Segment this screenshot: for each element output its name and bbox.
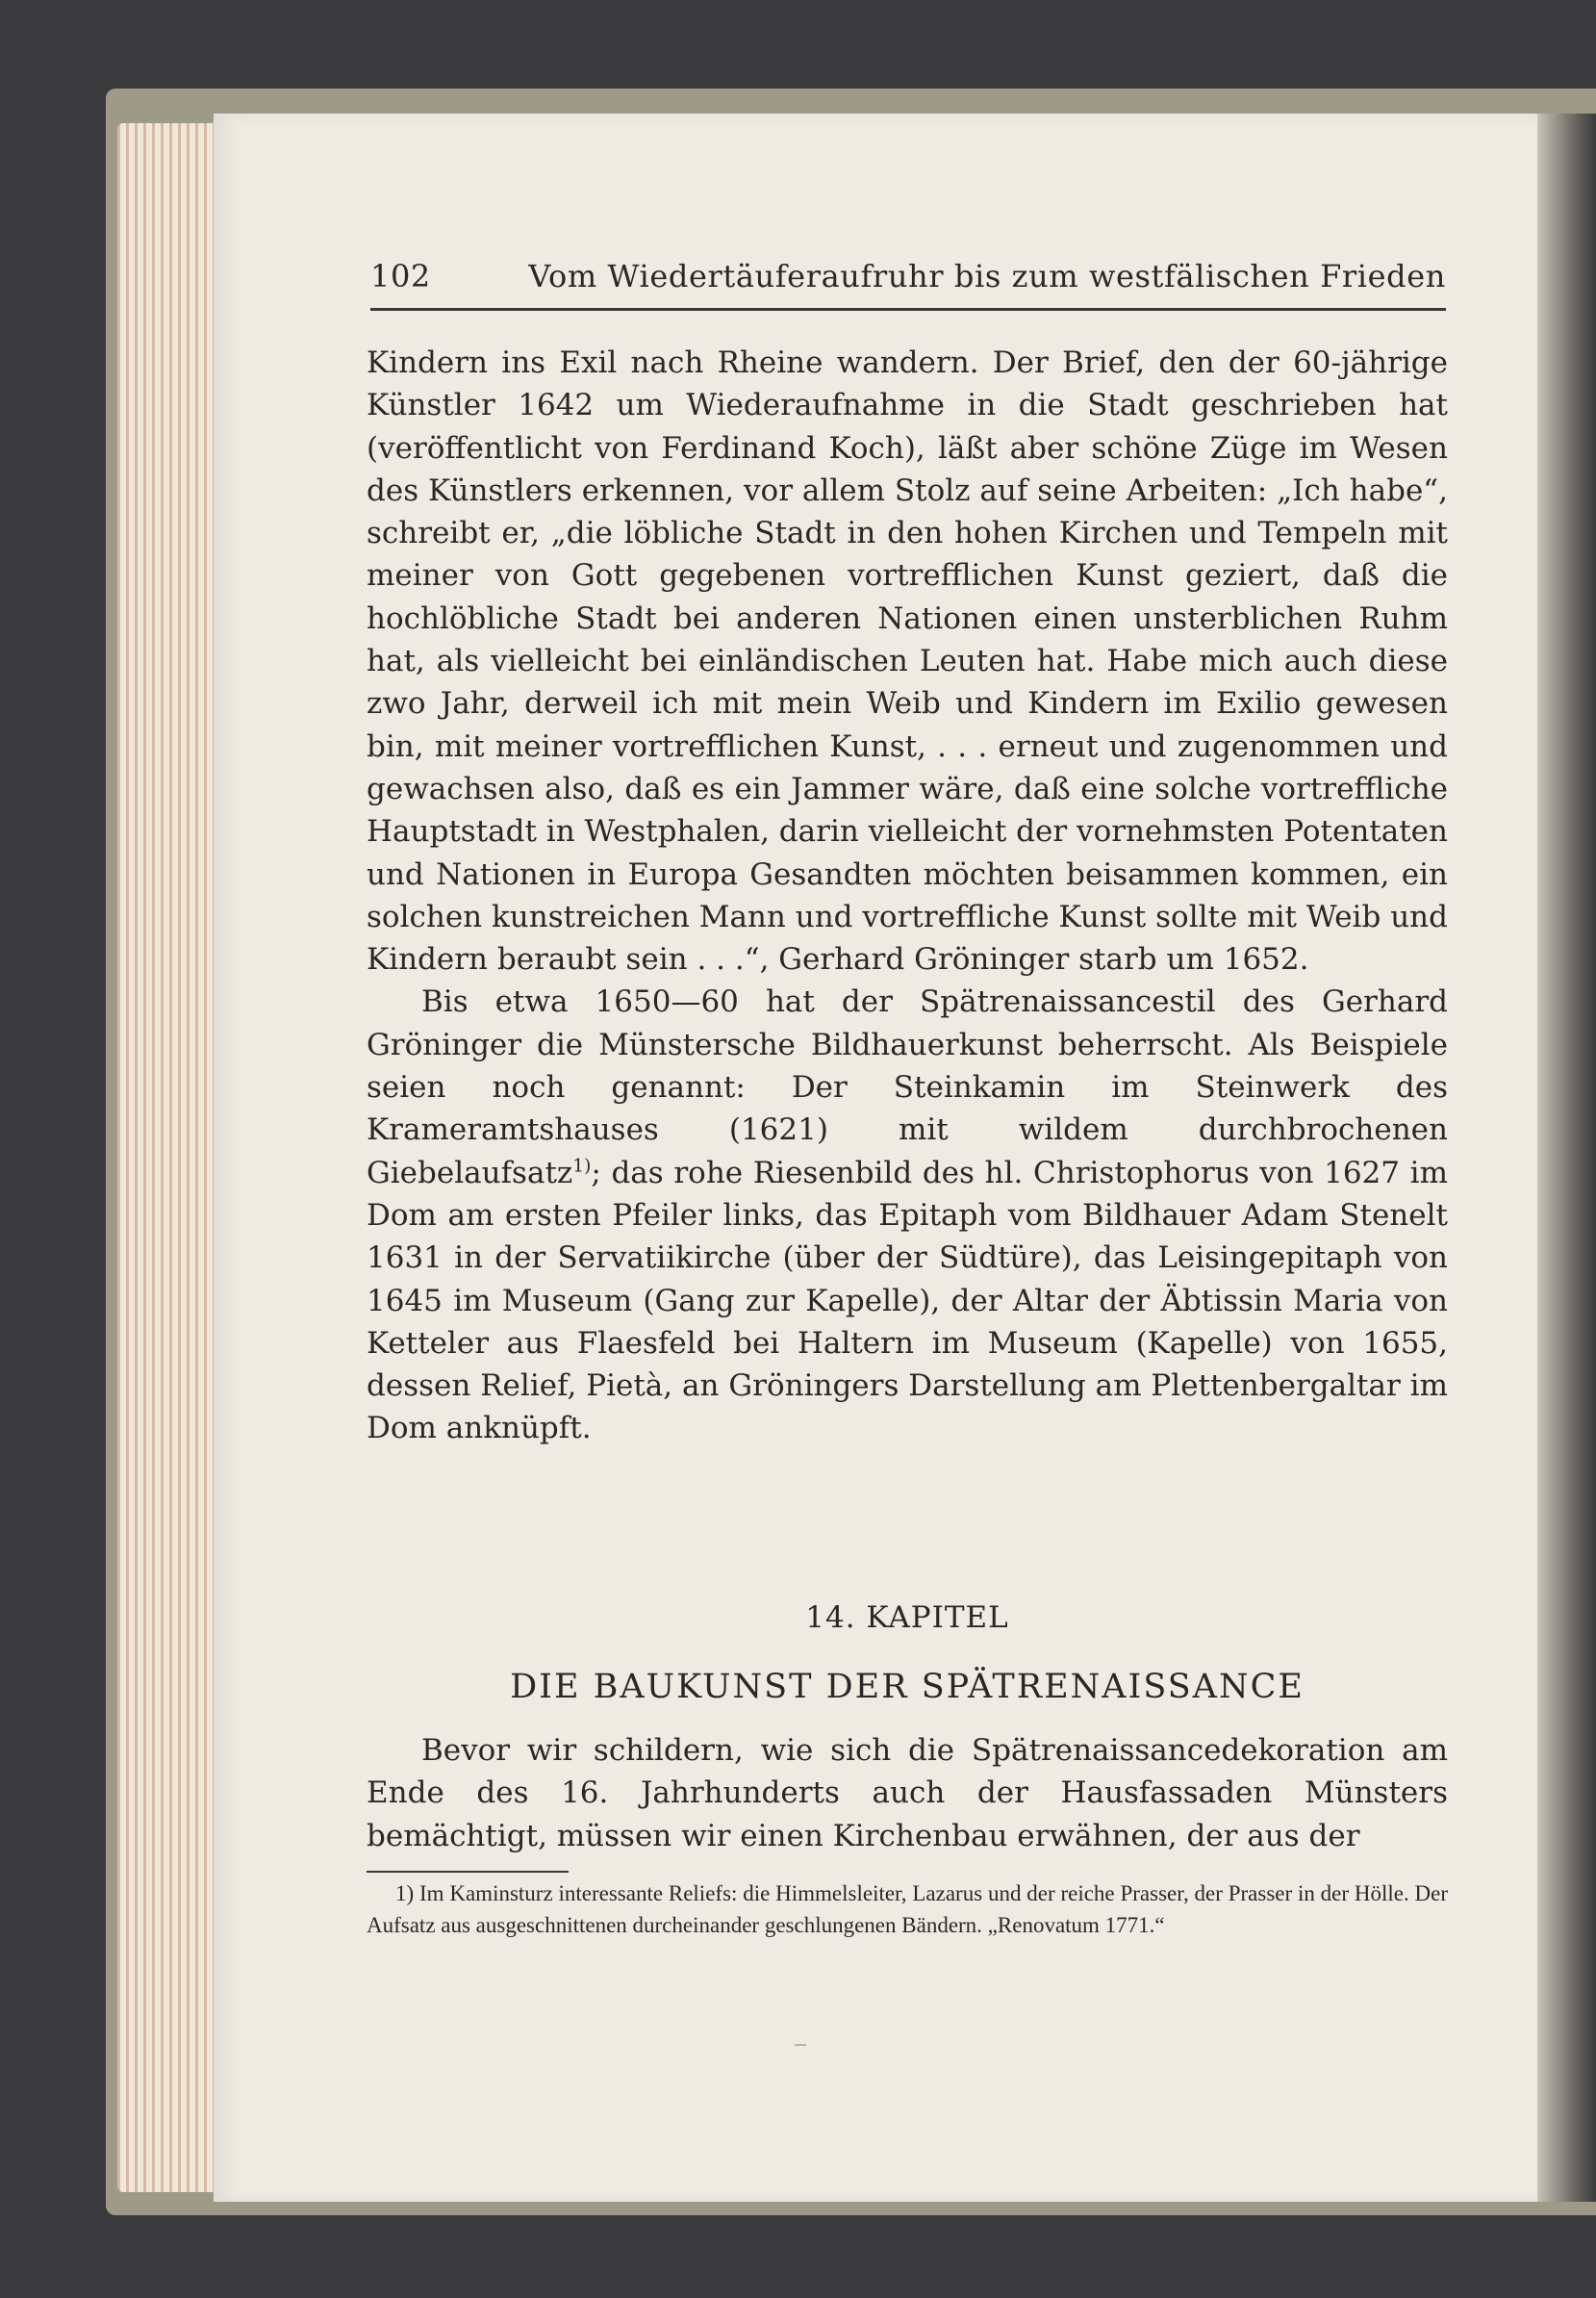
page-mark	[795, 2044, 806, 2046]
paragraph-2-end: ; das rohe Riesenbild des hl. Christophorus von 1627 im Dom am ersten Pfeiler links, das Epitaph vom Bildhauer Adam Stenelt 1631 in der Servatiikirche (über der Südtüre), das Leisingepitaph von 1645 im Museum (Gang zur Kapelle), der Altar der Äbtissin Maria von Ketteler aus Flaesfeld bei Haltern im Museum (Kapelle) von 1655, dessen Relief, Pietà, an Gröningers Darstellung am Plettenbergaltar im Dom anknüpft.	[367, 1155, 1448, 1446]
paragraph-2-start: Bis etwa 1650—60 hat der Spätrenaissancestil des Gerhard Gröninger die Münstersche Bildhauerkunst beherrscht. Als Beispiele seien noch genannt: Der Steinkamin im Steinwerk des Krameramtshauses (1621) mit wildem durchbrochenen Giebelaufsatz	[367, 984, 1448, 1190]
paragraph-1: Kindern ins Exil nach Rheine wandern. Der Brief, den der 60-jährige Künstler 1642 um Wiederaufnahme in die Stadt geschrieben hat (veröffentlicht von Ferdinand Koch), läßt aber schöne Züge im Wesen des Künstlers erkennen, vor allem Stolz auf seine Arbeiten: „Ich habe“, schreibt er, „die löbliche Stadt in den hohen Kirchen und Tempeln mit meiner von Gott gegebenen vortrefflichen Kunst geziert, daß die hochlöbliche Stadt bei anderen Nationen einen unsterblichen Ruhm hat, als vielleicht bei einländischen Leuten hat. Habe mich auch diese zwo Jahr, derweil ich mit mein Weib und Kindern im Exilio gewesen bin, mit meiner vortrefflichen Kunst, . . . erneut und zugenommen und gewachsen also, daß es ein Jammer wäre, daß eine solche vortreffliche Hauptstadt in Westphalen, darin vielleicht der vornehmsten Potentaten und Nationen in Europa Gesandten möchten beisammen kommen, ein solchen kunstreichen Mann und vortreffliche Kunst sollte mit Weib und Kindern beraubt sein . . .“, Gerhard Gröninger starb um 1652.	[367, 345, 1448, 978]
footnote-marker: 1)	[395, 1881, 415, 1905]
footnote-text: Im Kaminsturz interessante Reliefs: die Himmelsleiter, Lazarus und der reiche Prasser, der Prasser in der Hölle. Der Aufsatz aus ausgeschnittenen durcheinander geschlungenen Bändern. „Renovatum 1771.“	[367, 1881, 1449, 1937]
page-edges	[117, 123, 223, 2192]
page-number: 102	[370, 258, 431, 294]
chapter-number: 14. KAPITEL	[805, 1600, 1009, 1635]
header-rule	[370, 308, 1446, 311]
main-text	[367, 342, 1448, 1450]
footnote-reference: 1)	[572, 1156, 592, 1177]
chapter-paragraph: Bevor wir schildern, wie sich die Spätrenaissancedekoration am Ende des 16. Jahrhunderts auch der Hausfassaden Münsters bemächtigt, müssen wir einen Kirchenbau erwähnen, der aus der	[367, 1733, 1448, 1853]
running-title: Vom Wiedertäuferaufruhr bis zum westfälischen Frieden	[528, 258, 1446, 294]
chapter-title: DIE BAUKUNST DER SPÄTRENAISSANCE	[510, 1668, 1305, 1706]
running-header	[370, 258, 1446, 294]
paragraph-2	[367, 981, 1448, 1449]
footnote-rule	[367, 1871, 569, 1873]
footnote	[367, 1877, 1448, 1941]
binding-shadow	[1537, 114, 1596, 2202]
